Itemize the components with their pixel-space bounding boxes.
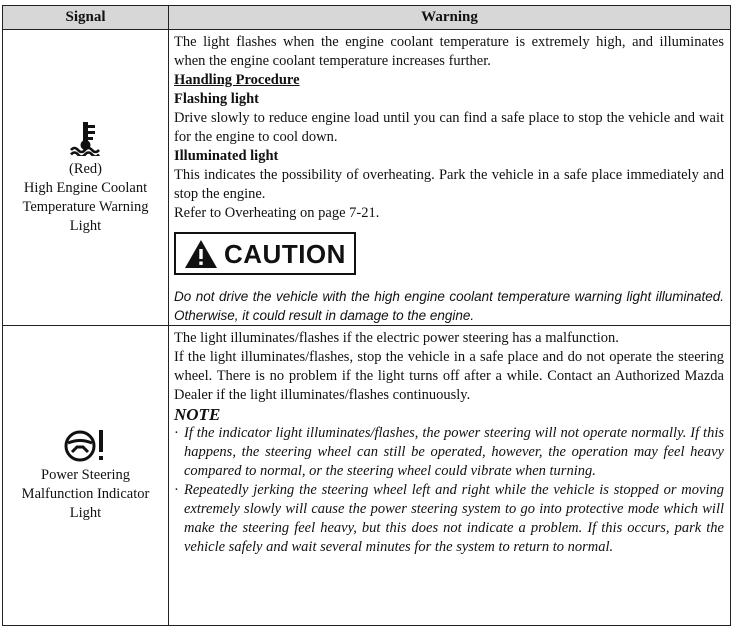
- signal-name: Power Steering Malfunction Indicator Light: [21, 467, 150, 521]
- signal-cell: [3, 326, 169, 626]
- table-row: [3, 30, 731, 326]
- note-text: If the indicator light illuminates/flashes, the power steering will not operate normally. If this happens, the steering wheel can still be operated, however, the operation may feel heavy compared to normal, or the steering wheel could vibrate when turning.: [184, 425, 724, 479]
- flashing-light-heading: Flashing light: [174, 91, 260, 107]
- caution-label: CAUTION: [224, 238, 346, 269]
- signal-color: (Red): [68, 160, 102, 177]
- warning-triangle-icon: [184, 239, 218, 269]
- warning-cell: [169, 326, 731, 626]
- coolant-temperature-icon: [69, 120, 103, 156]
- warning-intro: The light illuminates/flashes if the electric power steering has a malfunction.: [174, 330, 619, 346]
- note-text: Repeatedly jerking the steering wheel left and right while the vehicle is stopped or moving extremely slowly will cause the power steering system to go into protective mode which will make the steering feel heavy, but this does not indicate a problem. If this occurs, park the vehicle safely and wait several minutes for the system to return to normal.: [184, 482, 724, 555]
- bullet-icon: ·: [174, 482, 179, 498]
- warning-lights-table: [2, 5, 731, 626]
- table-header-row: [3, 6, 731, 30]
- flashing-light-text: Drive slowly to reduce engine load until you can find a safe place to stop the vehicle and wait for the engine to cool down.: [174, 110, 724, 145]
- signal-column-header: Signal: [3, 6, 169, 30]
- bullet-icon: ·: [174, 425, 179, 441]
- caution-text: Do not drive the vehicle with the high engine coolant temperature warning light illuminated. Otherwise, it could result in damage to the engine.: [174, 289, 724, 323]
- note-heading: NOTE: [174, 405, 221, 424]
- steering-wheel-warning-icon: [63, 428, 109, 462]
- illuminated-light-text: This indicates the possibility of overheating. Park the vehicle in a safe place immediately and stop the engine.: [174, 167, 724, 202]
- illuminated-light-heading: Illuminated light: [174, 148, 279, 164]
- signal-cell: [3, 30, 169, 326]
- signal-name: High Engine Coolant Temperature Warning Light: [22, 179, 149, 234]
- reference-text: Refer to Overheating on page 7-21.: [174, 205, 380, 221]
- handling-procedure-heading: Handling Procedure: [174, 72, 300, 88]
- note-item: [174, 424, 724, 481]
- warning-cell: [169, 30, 731, 326]
- table-row: [3, 326, 731, 626]
- warning-column-header: Warning: [169, 6, 731, 30]
- warning-instructions: If the light illuminates/flashes, stop the vehicle in a safe place and do not operate the steering wheel. There is no problem if the light turns off after a while. Contact an Authorized Mazda Dealer if the light illuminates/flashes continuously.: [174, 349, 724, 403]
- warning-intro: The light flashes when the engine coolant temperature is extremely high, and illuminates when the engine coolant temperature increases further.: [174, 34, 724, 69]
- caution-label-box: [174, 232, 356, 275]
- note-item: [174, 481, 724, 557]
